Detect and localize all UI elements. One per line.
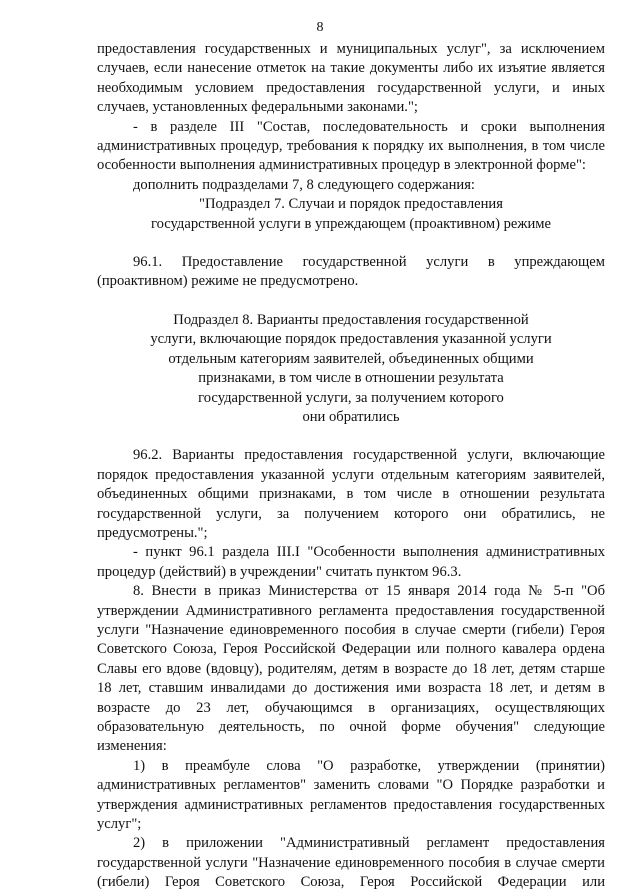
subsection-8-title-line: государственной услуги, за получением которого xyxy=(198,389,504,406)
spacer xyxy=(97,427,605,446)
subsection-7-title-line: государственной услуги в упреждающем (проактивном) режиме xyxy=(150,215,552,232)
subsection-8-title-line: признаками, в том числе в отношении результата xyxy=(198,370,504,387)
spacer xyxy=(97,234,605,253)
document-body xyxy=(97,40,605,893)
page-number: 8 xyxy=(316,20,324,35)
spacer xyxy=(97,292,605,311)
subsection-8-title-line: Подраздел 8. Варианты предоставления государственной xyxy=(173,311,529,328)
paragraph-8-2: 2) в приложении "Административный регламент предоставления государственной услуги "Назначение единовременного пособия в случае смерти (гибели) Героя Советского Союза, Героя Российской Федерации или xyxy=(97,835,605,891)
paragraph-continuation: предоставления государственных и муниципальных услуг", за исключением случаев, если нанесение отметок на такие документы либо их изъятие является необходимым условием предоставления государственной услуги, и иных случаев, установленных федеральными законами."; xyxy=(97,41,605,116)
paragraph-renumber-item: - пункт 96.1 раздела III.I "Особенности выполнения административных процедур (действий) в учреждении" считать пунктом 96.3. xyxy=(97,544,605,580)
paragraph-section-3-amendment: - в разделе III "Состав, последовательность и сроки выполнения административных процедур, требования к порядку их выполнения, в том числе особенности выполнения административных процедур в электронной форме": xyxy=(97,118,605,174)
paragraph-96-1: 96.1. Предоставление государственной услуги в упреждающем (проактивном) режиме не предусмотрено. xyxy=(97,254,605,290)
subsection-8-title xyxy=(97,311,605,427)
paragraph-96-2: 96.2. Варианты предоставления государственной услуги, включающие порядок предоставления указанной услуги отдельным категориям заявителей, объединенных общими признаками, в том числе в отношении результата государственной услуги, за получением которого они обратились, не предусмотрены."; xyxy=(97,447,605,541)
paragraph-add-subsections: дополнить подразделами 7, 8 следующего содержания: xyxy=(133,176,475,193)
subsection-8-title-line: они обратились xyxy=(302,408,400,425)
subsection-7-title xyxy=(97,195,605,234)
paragraph-8-1: 1) в преамбуле слова "О разработке, утверждении (принятии) административных регламентов" заменить словами "О Порядке разработки и утверждения административных регламентов предоставления государственных услуг"; xyxy=(97,757,605,833)
subsection-7-title-line: "Подраздел 7. Случаи и порядок предоставления xyxy=(199,196,503,213)
subsection-8-title-line: услуги, включающие порядок предоставления указанной услуги xyxy=(150,331,552,348)
paragraph-8: 8. Внести в приказ Министерства от 15 января 2014 года № 5-п "Об утверждении Административного регламента предоставления государственной услуги "Назначение единовременного пособия в случае смерти (гибели) Героя Советского Союза, Героя Российской Федерации или полного кавалера ордена Славы его вдове (вдовцу), родителям, детям в возрасте до 18 лет, детям старше 18 лет, ставшим инвалидами до достижения ими возраста 18 лет, и детям в возрасте до 23 лет, обучающимся в организациях, осуществляющих образовательную деятельность, по очной форме обучения" следующие изменения: xyxy=(97,583,605,755)
subsection-8-title-line: отдельным категориям заявителей, объединенных общими xyxy=(168,350,534,367)
